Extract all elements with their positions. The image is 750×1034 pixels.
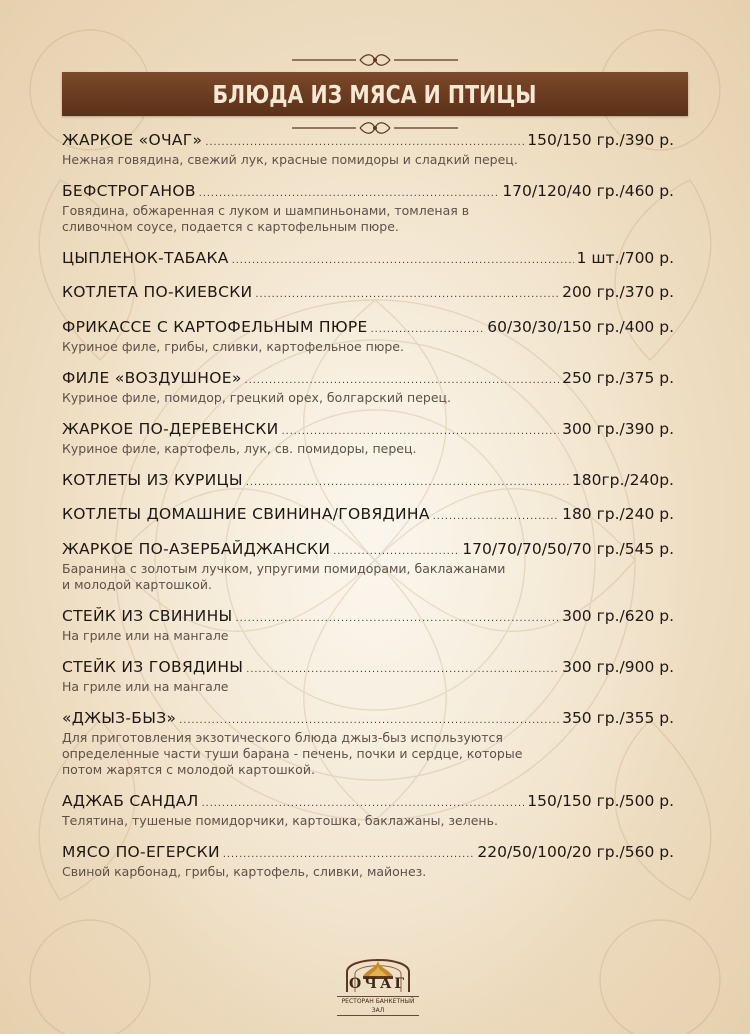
dish-price: 60/30/30/150 гр./400 р. [487, 318, 674, 336]
dish-price: 170/70/70/50/70 гр./545 р. [462, 540, 674, 558]
menu-item [62, 280, 674, 304]
menu-item-line [62, 468, 674, 492]
dish-name: КОТЛЕТЫ ИЗ КУРИЦЫ [62, 471, 243, 489]
dish-price: 200 гр./370 р. [562, 283, 674, 301]
dish-description: определенные части туши барана - печень, почки и сердце, которые [62, 746, 523, 761]
dish-price: 180 гр./240 р. [562, 505, 674, 523]
logo-wordmark: ОЧАГ [348, 976, 408, 992]
dish-description: и молодой картошкой. [62, 577, 213, 592]
dish-description: Говядина, обжаренная с луком и шампиньонами, томленая в [62, 203, 470, 218]
menu-item-line [62, 706, 674, 730]
dish-description: Куриное филе, помидор, грецкий орех, болгарский перец. [62, 390, 452, 405]
menu-item-line [62, 840, 674, 864]
dish-description: Свиной карбонад, грибы, картофель, сливки, майонез. [62, 864, 427, 879]
menu-item [62, 179, 674, 235]
menu-item-line [62, 789, 674, 813]
dish-price: 300 гр./900 р. [562, 658, 674, 676]
menu-item-line [62, 246, 674, 270]
dish-description: На гриле или на мангале [62, 628, 229, 643]
dot-leader [202, 791, 525, 815]
dot-leader [433, 504, 559, 528]
dish-name: ЦЫПЛЕНОК-ТАБАКА [62, 249, 229, 267]
dish-price: 150/150 гр./390 р. [527, 131, 674, 149]
dot-leader [223, 842, 475, 866]
dish-description: потом жарятся с молодой картошкой. [62, 762, 315, 777]
menu-item-line [62, 604, 674, 628]
dish-price: 170/120/40 гр./460 р. [502, 182, 674, 200]
menu-item-line [62, 315, 674, 339]
menu-item-line [62, 179, 674, 203]
dish-name: КОТЛЕТЫ ДОМАШНИЕ СВИНИНА/ГОВЯДИНА [62, 505, 430, 523]
menu-item-line [62, 502, 674, 526]
dish-name: СТЕЙК ИЗ ГОВЯДИНЫ [62, 658, 244, 676]
menu-item-line [62, 655, 674, 679]
dish-description: Баранина с золотым лучком, упругими помидорами, баклажанами [62, 561, 506, 576]
dish-name: СТЕЙК ИЗ СВИНИНЫ [62, 607, 233, 625]
menu-item [62, 315, 674, 355]
dish-price: 300 гр./620 р. [562, 607, 674, 625]
dot-leader [246, 470, 569, 494]
dot-leader [179, 708, 559, 732]
dish-price: 180гр./240р. [571, 471, 674, 489]
dish-price: 300 гр./390 р. [562, 420, 674, 438]
dish-price: 350 гр./355 р. [562, 709, 674, 727]
menu-item-line [62, 417, 674, 441]
dot-leader [232, 248, 574, 272]
menu-item [62, 468, 674, 492]
menu-item-line [62, 537, 674, 561]
menu-list [62, 128, 674, 880]
dish-description: На гриле или на мангале [62, 679, 229, 694]
dish-description: Для приготовления экзотического блюда джыз-быз используются [62, 730, 503, 745]
section-banner [62, 72, 688, 116]
dish-description: Куриное филе, картофель, лук, св. помидоры, перец. [62, 441, 417, 456]
dish-name: АДЖАБ САНДАЛ [62, 792, 199, 810]
divider-ornament-top [290, 52, 460, 68]
dish-description: Телятина, тушеные помидорчики, картошка, баклажаны, зелень. [62, 813, 498, 828]
dot-leader [255, 282, 559, 306]
menu-item [62, 655, 674, 695]
dot-leader [282, 419, 560, 443]
dish-name: КОТЛЕТА ПО-КИЕВСКИ [62, 283, 253, 301]
dish-price: 1 шт./700 р. [576, 249, 674, 267]
dish-price: 150/150 гр./500 р. [527, 792, 674, 810]
menu-item [62, 246, 674, 270]
dish-name: БЕФСТРОГАНОВ [62, 182, 196, 200]
dish-name: МЯСО ПО-ЕГЕРСКИ [62, 843, 220, 861]
dish-name: ФРИКАССЕ С КАРТОФЕЛЬНЫМ ПЮРЕ [62, 318, 368, 336]
section-title: БЛЮДА ИЗ МЯСА И ПТИЦЫ [213, 79, 537, 109]
menu-item-line [62, 366, 674, 390]
menu-item-line [62, 128, 674, 152]
dot-leader [245, 368, 559, 392]
dish-name: ЖАРКОЕ «ОЧАГ» [62, 131, 203, 149]
restaurant-logo [333, 942, 423, 1014]
menu-item [62, 840, 674, 880]
dish-price: 250 гр./375 р. [562, 369, 674, 387]
dish-description: Нежная говядина, свежий лук, красные помидоры и сладкий перец. [62, 152, 518, 167]
dot-leader [236, 606, 560, 630]
dot-leader [199, 181, 500, 205]
dish-name: ЖАРКОЕ ПО-ДЕРЕВЕНСКИ [62, 420, 279, 438]
dot-leader [246, 657, 559, 681]
menu-item [62, 706, 674, 778]
menu-item [62, 128, 674, 168]
menu-item [62, 366, 674, 406]
menu-item-line [62, 280, 674, 304]
menu-item [62, 502, 674, 526]
dot-leader [333, 539, 459, 563]
dish-name: ФИЛЕ «ВОЗДУШНОЕ» [62, 369, 242, 387]
logo-subtitle: РЕСТОРАН БАНКЕТНЫЙ ЗАЛ [337, 996, 419, 1016]
dish-description: сливочном соусе, подается с картофельным пюре. [62, 219, 399, 234]
dish-price: 220/50/100/20 гр./560 р. [477, 843, 674, 861]
dish-name: «ДЖЫЗ-БЫЗ» [62, 709, 177, 727]
menu-item [62, 537, 674, 593]
dot-leader [371, 317, 485, 341]
dot-leader [205, 130, 524, 154]
menu-item [62, 417, 674, 457]
dish-description: Куриное филе, грибы, сливки, картофельное пюре. [62, 339, 404, 354]
menu-item [62, 789, 674, 829]
menu-item [62, 604, 674, 644]
dish-name: ЖАРКОЕ ПО-АЗЕРБАЙДЖАНСКИ [62, 540, 331, 558]
